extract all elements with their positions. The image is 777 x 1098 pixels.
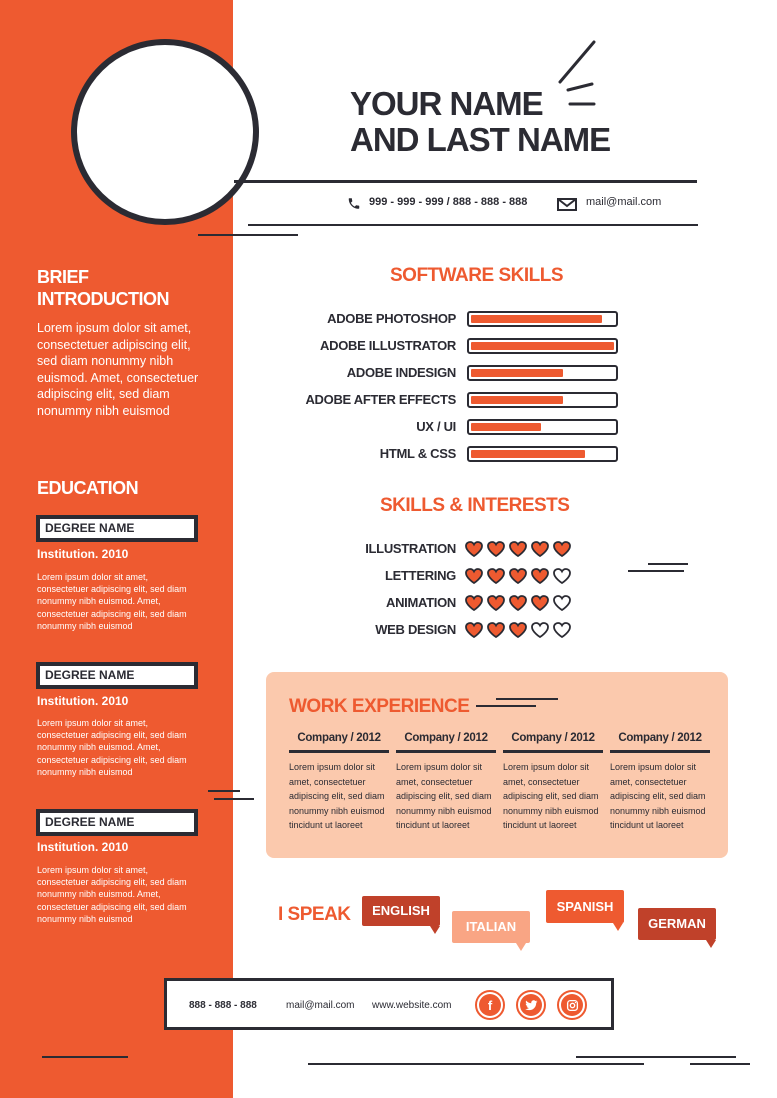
instagram-icon[interactable] — [557, 990, 587, 1020]
heart-filled-icon — [465, 595, 483, 611]
intro-text: Lorem ipsum dolor sit amet, consectetuer adipiscing elit, sed diam nonummy nibh euismod. Amet, consectetuer adipiscing elit, sed diam nonummy nibh euismod — [37, 321, 199, 418]
work-divider — [503, 750, 603, 753]
decor-line — [208, 790, 240, 792]
skill-bar — [467, 392, 618, 408]
skill-label: ADOBE AFTER EFFECTS — [305, 392, 456, 407]
work-text-2: Lorem ipsum dolor sit amet, consectetuer adipiscing elit, sed diam nonummy nibh euismod tincidunt ut laoreet — [396, 762, 492, 830]
skill-label: ADOBE INDESIGN — [346, 365, 456, 380]
heart-filled-icon — [509, 595, 527, 611]
languages-title: I SPEAK — [278, 904, 351, 925]
decor-line — [496, 698, 558, 700]
language-italian: ITALIAN — [465, 919, 517, 934]
contact-phone: 999 - 999 - 999 / 888 - 888 - 888 — [369, 196, 528, 208]
institution-2: Institution. 2010 — [37, 694, 129, 708]
skill-bar-fill — [471, 423, 541, 431]
header-divider-line — [234, 180, 697, 183]
language-bubble-spanish — [546, 890, 624, 923]
heart-empty-icon — [553, 568, 571, 584]
work-divider — [289, 750, 389, 753]
skill-label: ADOBE ILLUSTRATOR — [320, 338, 456, 353]
decor-line — [214, 798, 254, 800]
skill-label: ADOBE PHOTOSHOP — [327, 311, 456, 326]
heart-filled-icon — [465, 541, 483, 557]
heart-filled-icon — [531, 541, 549, 557]
work-text-1: Lorem ipsum dolor sit amet, consectetuer adipiscing elit, sed diam nonummy nibh euismod tincidunt ut laoreet — [289, 762, 385, 830]
twitter-icon[interactable] — [516, 990, 546, 1020]
interest-label: WEB DESIGN — [375, 622, 456, 637]
language-german: GERMAN — [648, 916, 706, 931]
full-name — [350, 86, 610, 158]
skill-label: HTML & CSS — [379, 446, 456, 461]
decor-line — [198, 234, 298, 236]
decor-line — [42, 1056, 128, 1058]
work-company-3: Company / 2012 — [511, 732, 595, 744]
decor-line — [476, 705, 536, 707]
heart-empty-icon — [553, 622, 571, 638]
facebook-glyph: f — [479, 994, 501, 1016]
education-title: EDUCATION — [37, 478, 139, 498]
language-english: ENGLISH — [372, 903, 430, 918]
heart-filled-icon — [487, 568, 505, 584]
decor-line — [308, 1063, 644, 1065]
institution-3: Institution. 2010 — [37, 840, 129, 854]
degree-name-3: DEGREE NAME — [36, 809, 198, 836]
skill-bar — [467, 338, 618, 354]
heart-filled-icon — [509, 541, 527, 557]
interests-title: SKILLS & INTERESTS — [380, 495, 570, 516]
heart-empty-icon — [531, 622, 549, 638]
heart-filled-icon — [509, 568, 527, 584]
decor-line — [628, 570, 684, 572]
intro-title-line-1: BRIEF — [37, 267, 89, 287]
heart-filled-icon — [487, 595, 505, 611]
heart-rating — [465, 541, 571, 557]
name-line-2: AND LAST NAME — [350, 121, 611, 158]
language-bubble-english — [362, 896, 440, 926]
skill-bar-fill — [471, 450, 585, 458]
work-divider — [396, 750, 496, 753]
heart-rating — [465, 622, 571, 638]
name-line-1: YOUR NAME — [350, 85, 543, 122]
skill-bar — [467, 446, 618, 462]
skill-bar-fill — [471, 342, 614, 350]
skill-bar — [467, 419, 618, 435]
work-company-4: Company / 2012 — [618, 732, 702, 744]
mail-icon — [557, 198, 577, 211]
institution-1: Institution. 2010 — [37, 547, 129, 561]
work-divider — [610, 750, 710, 753]
language-bubble-italian — [452, 911, 530, 943]
heart-filled-icon — [509, 622, 527, 638]
skill-bar-fill — [471, 369, 563, 377]
education-text-3: Lorem ipsum dolor sit amet, consectetuer adipiscing elit, sed diam nonummy nibh euismod. Amet, consectetuer adipiscing elit, sed diam nonummy nibh euismod — [37, 865, 187, 924]
footer-phone: 888 - 888 - 888 — [189, 1000, 257, 1011]
skill-label: UX / UI — [416, 419, 456, 434]
decor-line — [690, 1063, 750, 1065]
work-text-4: Lorem ipsum dolor sit amet, consectetuer adipiscing elit, sed diam nonummy nibh euismod tincidunt ut laoreet — [610, 762, 706, 830]
intro-title — [37, 266, 169, 310]
skill-bar — [467, 365, 618, 381]
language-bubble-german — [638, 908, 716, 940]
instagram-glyph — [561, 994, 583, 1016]
work-text-3: Lorem ipsum dolor sit amet, consectetuer adipiscing elit, sed diam nonummy nibh euismod tincidunt ut laoreet — [503, 762, 599, 830]
work-company-1: Company / 2012 — [297, 732, 381, 744]
heart-rating — [465, 595, 571, 611]
heart-filled-icon — [487, 541, 505, 557]
heart-filled-icon — [531, 595, 549, 611]
decor-line — [576, 1056, 736, 1058]
interest-label: ILLUSTRATION — [365, 541, 456, 556]
heart-filled-icon — [465, 568, 483, 584]
footer-website: www.website.com — [372, 1000, 452, 1011]
heart-filled-icon — [553, 541, 571, 557]
twitter-bird-icon — [525, 1000, 538, 1011]
software-skills-title: SOFTWARE SKILLS — [390, 265, 563, 286]
degree-name-1: DEGREE NAME — [36, 515, 198, 542]
instagram-camera-icon — [566, 999, 579, 1012]
interest-label: LETTERING — [385, 568, 456, 583]
work-experience-title: WORK EXPERIENCE — [289, 696, 470, 717]
degree-name-2: DEGREE NAME — [36, 662, 198, 689]
heart-filled-icon — [487, 622, 505, 638]
intro-title-line-2: INTRODUCTION — [37, 289, 169, 309]
interest-label: ANIMATION — [386, 595, 456, 610]
education-text-2: Lorem ipsum dolor sit amet, consectetuer adipiscing elit, sed diam nonummy nibh euismod. Amet, consectetuer adipiscing elit, sed diam nonummy nibh euismod — [37, 718, 187, 777]
footer-email: mail@mail.com — [286, 1000, 355, 1011]
twitter-glyph — [520, 994, 542, 1016]
profile-photo-placeholder — [71, 39, 259, 225]
phone-icon — [347, 196, 361, 211]
heart-filled-icon — [465, 622, 483, 638]
decor-line — [648, 563, 688, 565]
heart-filled-icon — [531, 568, 549, 584]
education-text-1: Lorem ipsum dolor sit amet, consectetuer adipiscing elit, sed diam nonummy nibh euismod. Amet, consectetuer adipiscing elit, sed diam nonummy nibh euismod — [37, 572, 187, 631]
header-divider-line-2 — [248, 224, 698, 226]
work-company-2: Company / 2012 — [404, 732, 488, 744]
skill-bar — [467, 311, 618, 327]
skill-bar-fill — [471, 315, 602, 323]
contact-email: mail@mail.com — [586, 196, 662, 208]
heart-rating — [465, 568, 571, 584]
facebook-icon[interactable] — [475, 990, 505, 1020]
language-spanish: SPANISH — [556, 899, 614, 914]
heart-empty-icon — [553, 595, 571, 611]
skill-bar-fill — [471, 396, 563, 404]
